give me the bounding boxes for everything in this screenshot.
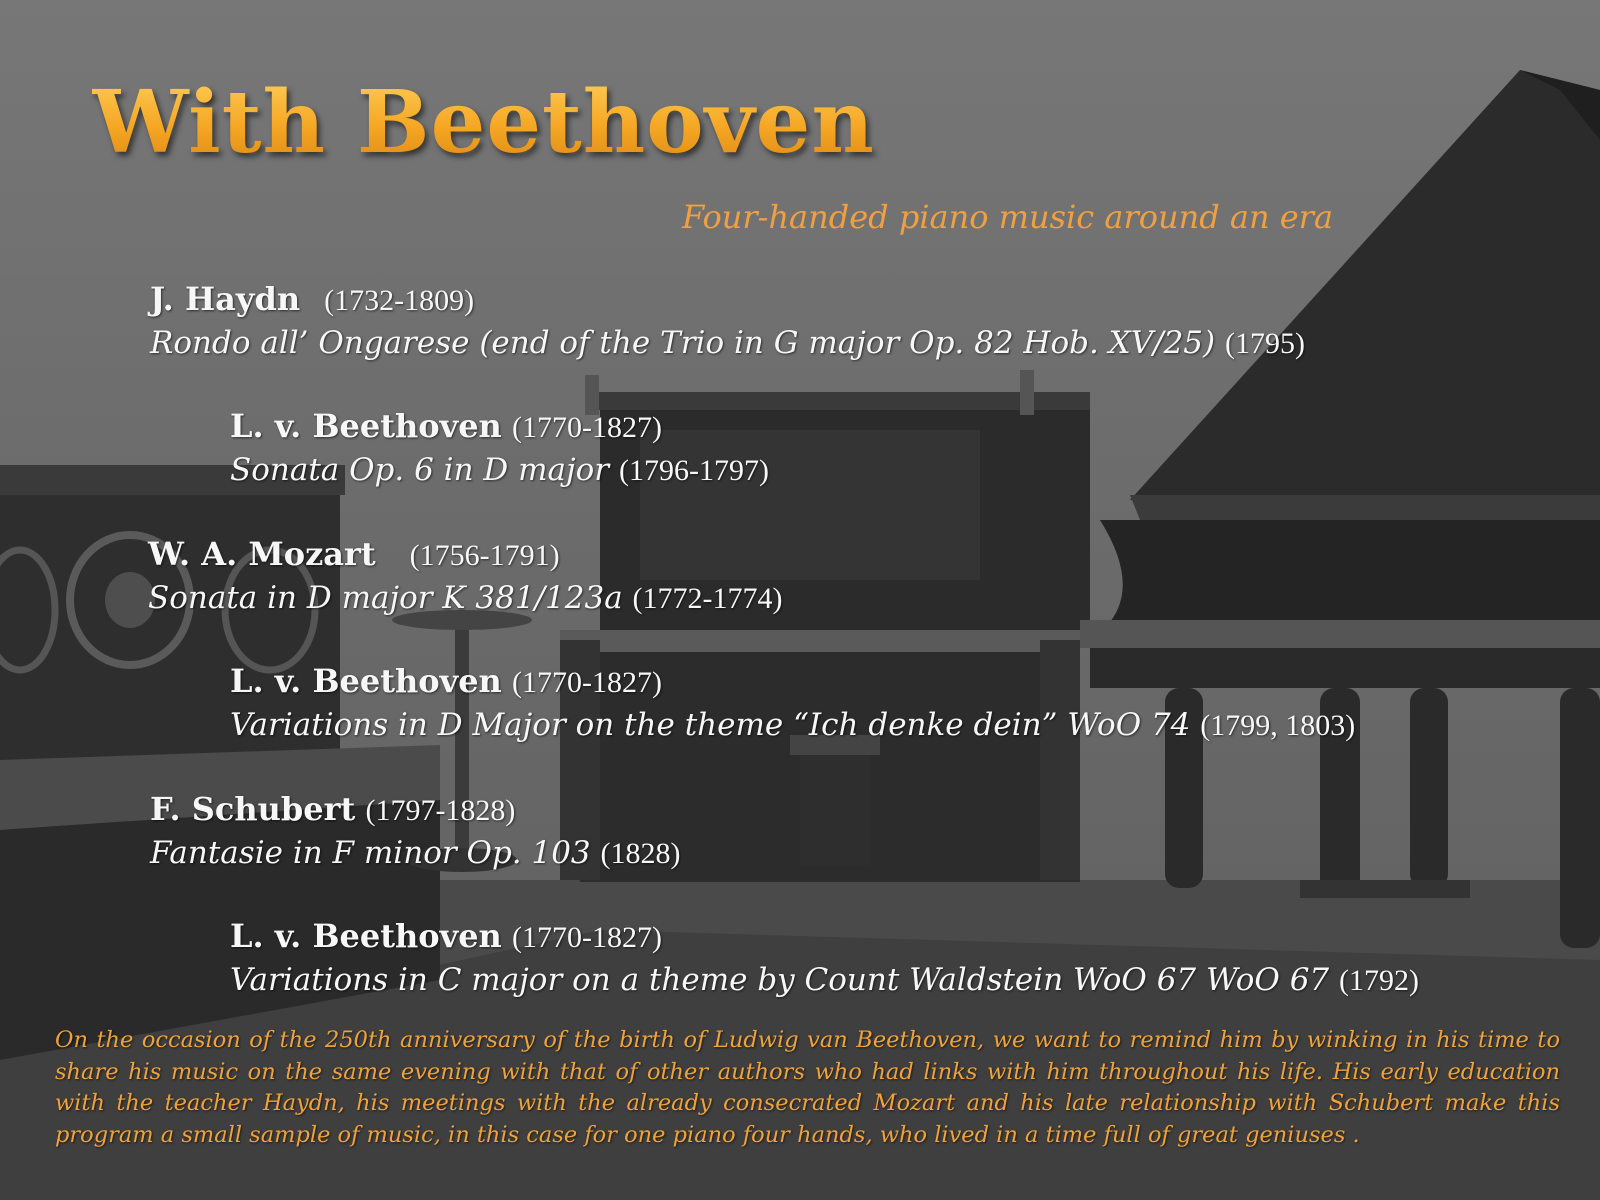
composer-dates: (1756-1791) [409, 539, 560, 572]
work-title: Rondo all’ Ongarese (end of the Trio in G major Op. 82 Hob. XV/25) [150, 325, 1216, 361]
work-dates: (1796-1797) [618, 454, 769, 487]
work-title: Sonata in D major K 381/123a [148, 580, 623, 616]
work-title: Fantasie in F minor Op. 103 [150, 835, 591, 871]
composer-name: J. Haydn [150, 280, 301, 318]
work-line [230, 704, 1355, 747]
composer-line [150, 788, 681, 832]
program-item [230, 915, 1419, 1002]
composer-name: F. Schubert [150, 790, 356, 828]
program-item [150, 788, 681, 875]
work-dates: (1772-1774) [632, 582, 783, 615]
work-line [148, 577, 783, 620]
program-item [230, 660, 1355, 747]
program-item [230, 405, 769, 492]
composer-line [230, 915, 1419, 959]
composer-line [230, 405, 769, 449]
composer-name: L. v. Beethoven [230, 917, 502, 955]
composer-line [230, 660, 1355, 704]
work-line [150, 832, 681, 875]
composer-dates: (1770-1827) [511, 921, 662, 954]
composer-line [148, 533, 783, 577]
work-dates: (1799, 1803) [1200, 709, 1356, 742]
work-line [230, 959, 1419, 1002]
composer-name: W. A. Mozart [148, 535, 376, 573]
work-line [150, 322, 1305, 365]
program-item [150, 278, 1305, 365]
composer-dates: (1770-1827) [511, 411, 662, 444]
work-line [230, 449, 769, 492]
composer-name: L. v. Beethoven [230, 407, 502, 445]
work-dates: (1828) [600, 837, 681, 870]
poster-subtitle: Four-handed piano music around an era [682, 198, 1334, 236]
work-title: Sonata Op. 6 in D major [230, 452, 610, 488]
work-title: Variations in D Major on the theme “Ich denke dein” WoO 74 [230, 707, 1191, 743]
composer-name: L. v. Beethoven [230, 662, 502, 700]
work-title: Variations in C major on a theme by Count Waldstein WoO 67 WoO 67 [230, 962, 1330, 998]
composer-dates: (1732-1809) [324, 284, 475, 317]
composer-dates: (1770-1827) [511, 666, 662, 699]
work-dates: (1792) [1339, 964, 1419, 997]
work-dates: (1795) [1224, 327, 1305, 360]
program-description: On the occasion of the 250th anniversary of the birth of Ludwig van Beethoven, we want to remind him by winking in his time to share his music on the same evening with that of other authors who had links with him throughout his life. His early education with the teacher Haydn, his meetings with the already consecrated Mozart and his late relationship with Schubert make this program a small sample of music, in this case for one piano four hands, who lived in a time full of great geniuses . [55, 1027, 1560, 1148]
composer-dates: (1797-1828) [365, 794, 516, 827]
poster-title: With Beethoven [92, 72, 875, 173]
program-item [148, 533, 783, 620]
composer-line [150, 278, 1305, 322]
